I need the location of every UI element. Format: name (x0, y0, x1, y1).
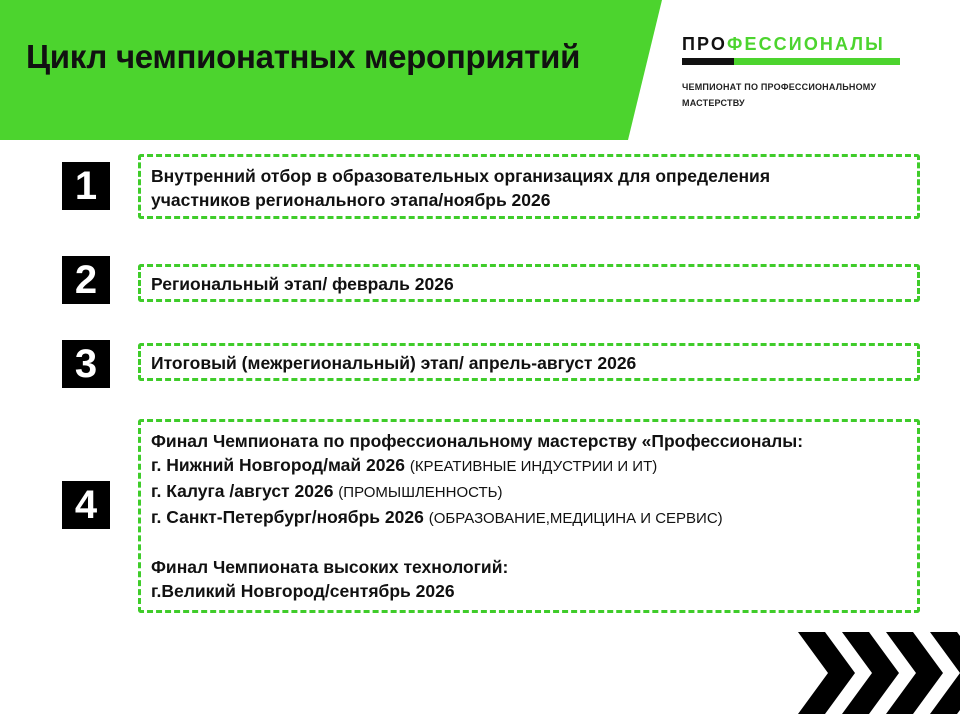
logo-subtitle (682, 79, 922, 111)
step-4-heading-1: Финал Чемпионата по профессиональному мастерству «Профессионалы: (151, 431, 804, 451)
logo-bar-black (682, 58, 734, 65)
logo-underline-bar (682, 58, 900, 65)
logo-word-part1: ПРО (682, 34, 728, 54)
final-saint-petersburg (151, 505, 911, 531)
step-box-2 (138, 264, 920, 302)
logo-wordmark (682, 34, 922, 55)
step-box-1 (138, 154, 920, 219)
final-nizhny-novgorod (151, 453, 911, 479)
final-text: г. Нижний Новгород/май 2026 (151, 455, 410, 475)
logo-subtitle-line1: ЧЕМПИОНАТ ПО ПРОФЕССИОНАЛЬНОМУ (682, 82, 877, 92)
logo-bar-green (734, 58, 900, 65)
final-veliky-novgorod: г.Великий Новгород/сентябрь 2026 (151, 581, 455, 601)
step-1-line-1: Внутренний отбор в образовательных организациях для определения (151, 166, 771, 186)
logo-subtitle-line2: МАСТЕРСТВУ (682, 98, 745, 108)
spacer (151, 531, 911, 555)
final-category: (КРЕАТИВНЫЕ ИНДУСТРИИ И ИТ) (409, 458, 658, 475)
logo-word-part2: ФЕССИОНАЛЫ (727, 34, 885, 54)
final-text: г. Калуга /август 2026 (151, 481, 339, 501)
step-number-3: 3 (62, 340, 110, 388)
final-category: (ПРОМЫШЛЕННОСТЬ) (338, 484, 503, 501)
final-category: (ОБРАЗОВАНИЕ,МЕДИЦИНА И СЕРВИС) (428, 510, 723, 527)
step-box-3 (138, 343, 920, 381)
step-number-2: 2 (62, 256, 110, 304)
step-1-line-2: участников регионального этапа/ноябрь 2026 (151, 190, 551, 210)
final-kaluga (151, 479, 911, 505)
step-box-4 (138, 419, 920, 613)
step-3-line-1: Итоговый (межрегиональный) этап/ апрель-август 2026 (151, 353, 637, 373)
chevron-arrows-icon (798, 632, 960, 714)
final-text: г. Санкт-Петербург/ноябрь 2026 (151, 507, 429, 527)
step-number-1: 1 (62, 162, 110, 210)
page-title: Цикл чемпионатных мероприятий (26, 38, 581, 75)
step-4-heading-2: Финал Чемпионата высоких технологий: (151, 557, 509, 577)
step-number-4: 4 (62, 481, 110, 529)
professionaly-logo (682, 34, 922, 111)
step-2-line-1: Региональный этап/ февраль 2026 (151, 274, 454, 294)
